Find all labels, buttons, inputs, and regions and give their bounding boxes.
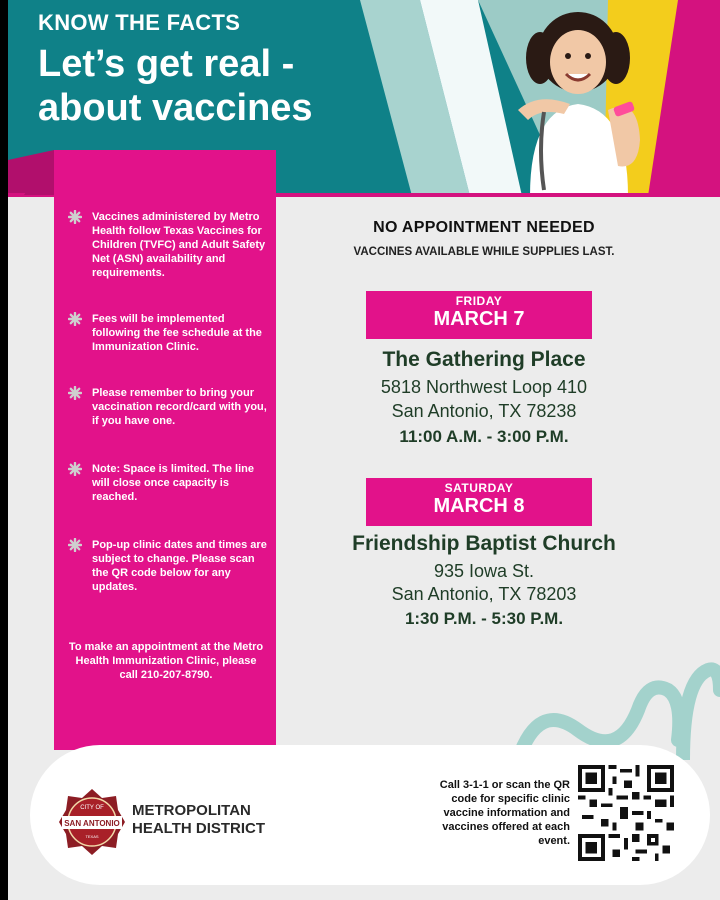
event-time: 11:00 A.M. - 3:00 P.M. (399, 427, 569, 446)
panel-fold (24, 150, 54, 195)
qr-instructions: Call 3-1-1 or scan the QR code for specific clinic vaccine information and vaccines offered at each event. (439, 779, 570, 847)
info-side-panel (54, 150, 276, 750)
footer (8, 745, 720, 890)
seal-bottom-text: TEXAS (85, 834, 99, 839)
page-title (38, 42, 418, 130)
event-time: 1:30 P.M. - 5:30 P.M. (404, 609, 564, 628)
appointment-note: To make an appointment at the Metro Health Immunization Clinic, please call 210-207-8790. (68, 641, 264, 681)
bullet-text: Please remember to bring your vaccination record/card with you, if you have one. (92, 387, 267, 427)
event-date-badge (366, 291, 592, 339)
event-address-line-2: San Antonio, TX 78238 (391, 401, 577, 421)
asterisk-flower-icon (68, 312, 82, 326)
event-address-line-2: San Antonio, TX 78203 (391, 584, 577, 604)
org-name-line-2: HEALTH DISTRICT (132, 820, 266, 837)
event-venue: Friendship Baptist Church (352, 532, 616, 555)
event-address-line-1: 5818 Northwest Loop 410 (380, 377, 588, 397)
bullet-text: Fees will be implemented following the fee schedule at the Immunization Clinic. (92, 313, 262, 353)
headline-line-2: about vaccines (38, 87, 313, 129)
qr-code-icon[interactable] (578, 765, 674, 861)
asterisk-flower-icon (68, 538, 82, 552)
seal-main-text: SAN ANTONIO (64, 819, 120, 828)
event-venue: The Gathering Place (382, 348, 586, 371)
bullet-text: Vaccines administered by Metro Health follow Texas Vaccines for Children (TVFC) and Adult Safety Net (ASN) availability and requirements. (92, 211, 266, 279)
org-name (132, 802, 265, 838)
event-date-badge (366, 478, 592, 526)
asterisk-flower-icon (68, 210, 82, 224)
headline-line-1: Let’s get real - (38, 43, 295, 85)
asterisk-flower-icon (68, 386, 82, 400)
event-date: MARCH 7 (433, 308, 525, 330)
org-name-line-1: METROPOLITAN (132, 802, 251, 819)
bullet-text: Note: Space is limited. The line will close once capacity is reached. (92, 463, 254, 503)
event-day: SATURDAY (444, 481, 514, 495)
girl-with-bandage-photo (478, 0, 678, 196)
supplies-note: VACCINES AVAILABLE WHILE SUPPLIES LAST. (353, 246, 615, 258)
event-date: MARCH 8 (433, 495, 525, 517)
flyer-page (8, 0, 720, 900)
city-seal-icon (58, 788, 126, 856)
bullet-text: Pop-up clinic dates and times are subject to change. Please scan the QR code below for any updates. (92, 539, 267, 593)
event-address-line-1: 935 Iowa St. (433, 561, 535, 581)
no-appointment-heading: NO APPOINTMENT NEEDED (373, 219, 595, 236)
event-day: FRIDAY (455, 294, 503, 308)
footer-card (30, 745, 710, 885)
kicker-label: KNOW THE FACTS (38, 10, 241, 35)
seal-top-text: CITY OF (80, 805, 104, 811)
asterisk-flower-icon (68, 462, 82, 476)
